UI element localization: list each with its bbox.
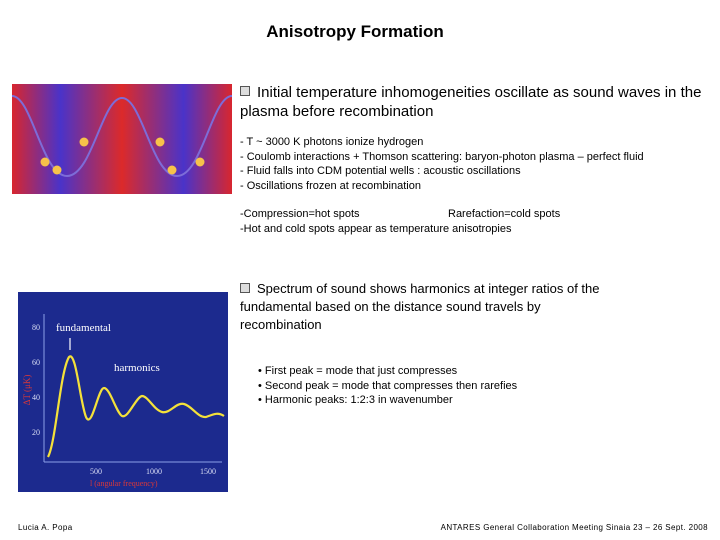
list-item: - Coulomb interactions + Thomson scattering: baryon-photon plasma – perfect fluid <box>240 150 644 163</box>
fluid-ball <box>156 138 165 147</box>
fluid-ball <box>196 158 205 167</box>
anisotropy-note: -Hot and cold spots appear as temperature anisotropies <box>240 222 512 235</box>
footer-event: ANTARES General Collaboration Meeting Sinaia 23 – 26 Sept. 2008 <box>440 523 708 532</box>
spectrum-bullet <box>240 280 610 334</box>
peaks-list <box>258 364 708 408</box>
intro-bullet-text: Initial temperature inhomogeneities oscillate as sound waves in the plasma before recombination <box>240 84 702 120</box>
list-item: - T ~ 3000 K photons ionize hydrogen <box>240 136 424 148</box>
footer-author: Lucia A. Popa <box>18 523 73 532</box>
hot-spots-text: -Compression=hot spots <box>240 208 360 220</box>
hot-cold-note <box>240 207 718 236</box>
well-background <box>12 84 232 194</box>
harmonics-label: harmonics <box>114 362 160 374</box>
y-tick-label: 60 <box>32 358 40 367</box>
list-item: • Harmonic peaks: 1:2:3 in wavenumber <box>258 394 453 407</box>
spectrum-bullet-text: Spectrum of sound shows harmonics at integer ratios of the fundamental based on the distance sound travels by recombination <box>240 281 600 332</box>
list-item: - Oscillations frozen at recombination <box>240 179 421 192</box>
y-tick-label: 40 <box>32 393 40 402</box>
list-item: - Fluid falls into CDM potential wells : acoustic oscillations <box>240 165 521 178</box>
x-tick-label: 1500 <box>200 467 216 476</box>
x-tick-label: 1000 <box>146 467 162 476</box>
list-item: • First peak = mode that just compresses <box>258 365 458 377</box>
cold-spots-text: Rarefaction=cold spots <box>448 208 561 220</box>
x-tick-label: 500 <box>90 467 102 476</box>
fluid-ball <box>168 166 177 175</box>
list-item: • Second peak = mode that compresses then rarefies <box>258 379 518 392</box>
intro-bullet <box>240 83 718 121</box>
potential-well-illustration <box>12 84 232 194</box>
fundamental-label: fundamental <box>56 322 111 334</box>
y-axis-label: ΔT (μK) <box>22 374 32 406</box>
checkbox-bullet-icon <box>240 86 250 96</box>
facts-list <box>240 135 718 193</box>
checkbox-bullet-icon <box>240 283 250 293</box>
power-spectrum-figure <box>18 292 228 492</box>
y-tick-label: 80 <box>32 323 40 332</box>
fluid-ball <box>80 138 89 147</box>
x-axis-label: l (angular frequency) <box>90 479 158 488</box>
fluid-ball <box>41 158 50 167</box>
slide-title: Anisotropy Formation <box>266 22 444 41</box>
fluid-ball <box>53 166 62 175</box>
y-tick-label: 20 <box>32 428 40 437</box>
